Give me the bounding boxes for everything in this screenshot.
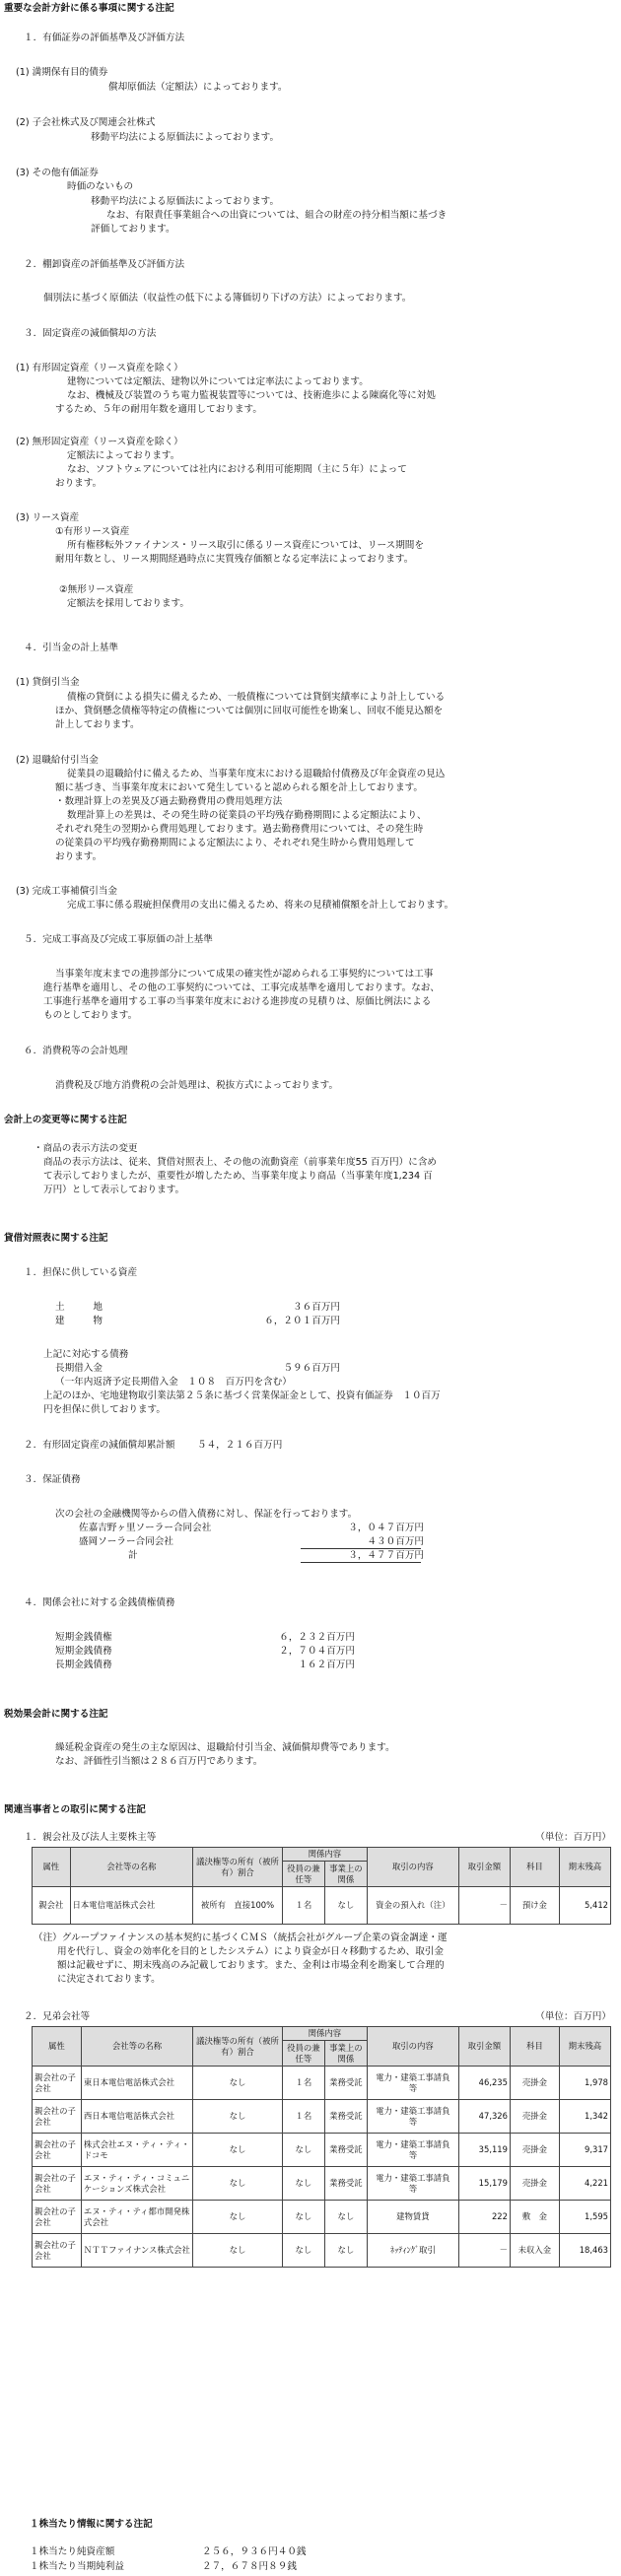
- s6-heading: ６．消費税等の会計処理: [24, 1046, 128, 1056]
- s1-i3-line3: 評価しております。: [91, 224, 175, 235]
- s4-i3-line1: 完成工事に係る瑕疵担保費用の支出に備えるため、将来の見積補償額を計上しております。: [67, 900, 454, 911]
- s4-i2-label: (2) 退職給付引当金: [16, 755, 99, 766]
- per-share-nav-value: ２５６，９３６円４０銭: [202, 2546, 307, 2557]
- s5-line3: 工事進行基準を適用する工事の当事業年度末における進捗度の見積りは、原価比例法による: [43, 996, 432, 1007]
- s3-i3-line2: 耐用年数とし、リース期間経過時点に実質残存価額となる定率法によっております。: [55, 554, 414, 565]
- cell-name: エヌ・ティ・ティ・コミュニケーションズ株式会社: [81, 2167, 192, 2201]
- s4-i2-line6: の従業員の平均残存勤務期間による定額法により、それぞれ発生時から費用処理して: [55, 838, 415, 848]
- bs-loan-label: 長期借入金: [55, 1363, 103, 1374]
- cell-balance: 9,317: [559, 2134, 610, 2167]
- cell-attr: 親会社の子会社: [33, 2167, 82, 2201]
- bs-h1: １．担保に供している資産: [24, 1267, 138, 1278]
- cell-amount: 15,179: [458, 2167, 510, 2201]
- bs-lt-payable-value: １６２百万円: [298, 1660, 355, 1670]
- s4-i2-line7: おります。: [55, 851, 103, 862]
- cell-name: エヌ・ティ・ティ都市開発株式会社: [81, 2201, 192, 2234]
- s5-line2: 進行基準を適用し、その他の工事契約については、工事完成基準を適用しております。なお、: [43, 983, 440, 993]
- s3-i1-line3: するため、５年の耐用年数を適用しております。: [55, 404, 262, 415]
- th-business: 事業上の関係: [324, 2041, 367, 2067]
- s4-i1-line1: 債権の貸倒による損失に備えるため、一般債権については貸倒実績率により計上している: [67, 692, 446, 703]
- cell-attr: 親会社の子会社: [33, 2134, 82, 2167]
- cell-subject: 売掛金: [510, 2134, 559, 2167]
- section-title-related-parties: 関連当事者との取引に関する注記: [4, 1804, 146, 1815]
- s2-line1: 個別法に基づく原価法（収益性の低下による簿価切り下げの方法）によっております。: [43, 293, 412, 304]
- change-line1: 商品の表示方法は、従来、貸借対照表上、その他の流動資産（前事業年度55 百万円）に含め: [43, 1157, 438, 1168]
- cell-officer: １名: [282, 1887, 324, 1925]
- s1-i3-sub: 時価のないもの: [67, 181, 134, 192]
- cell-ratio: なし: [193, 2067, 283, 2100]
- th-ratio: 議決権等の所有（被所有）割合: [193, 1848, 283, 1887]
- s3-i2-line2: なお、ソフトウェアについては社内における利用可能期間（主に５年）によって: [67, 464, 407, 475]
- th-balance: 期末残高: [559, 1848, 610, 1887]
- cell-ratio: なし: [193, 2167, 283, 2201]
- th-content: 取引の内容: [367, 2027, 458, 2067]
- th-attr: 属性: [33, 1848, 71, 1887]
- section-title-balance-sheet: 貸借対照表に関する注記: [4, 1233, 108, 1244]
- th-name: 会社等の名称: [81, 2027, 192, 2067]
- cell-subject: 売掛金: [510, 2167, 559, 2201]
- rp-sibling-table: [32, 2026, 611, 2268]
- cell-name: ＮＴＴファイナンス株式会社: [81, 2234, 192, 2268]
- th-attr: 属性: [33, 2027, 82, 2067]
- cell-content: ﾈｯﾃｨﾝｸﾞ取引: [367, 2234, 458, 2268]
- s4-i2-line5: それぞれ発生の翌期から費用処理しております。過去勤務費用については、その発生時: [55, 824, 424, 835]
- change-line3: 万円）として表示しております。: [43, 1185, 185, 1195]
- s4-i2-line3: ・数理計算上の差異及び過去勤務費用の費用処理方法: [55, 796, 283, 807]
- th-name: 会社等の名称: [70, 1848, 193, 1887]
- bs-depreciation-value: ５４，２１６百万円: [197, 1440, 283, 1451]
- bs-st-payable-value: ２，７０４百万円: [279, 1646, 355, 1657]
- rp-t2-title: ２．兄弟会社等: [24, 2011, 91, 2022]
- s4-i2-line4: 数理計算上の差異は、その発生時の従業員の平均残存勤務期間による定額法により、: [67, 810, 427, 821]
- s1-i3-line1: 移動平均法による原価法によっております。: [91, 196, 280, 207]
- cell-content: 建物賃貸: [367, 2201, 458, 2234]
- cell-content: 資金の預入れ（注）: [367, 1887, 458, 1925]
- cell-balance: 1,595: [559, 2201, 610, 2234]
- table-row: [33, 2167, 611, 2201]
- cell-ratio: なし: [193, 2100, 283, 2134]
- bs-st-payable-label: 短期金銭債務: [55, 1646, 112, 1657]
- bs-loan-value: ５９６百万円: [283, 1363, 340, 1374]
- cell-biz: 業務受託: [324, 2167, 367, 2201]
- th-content: 取引の内容: [367, 1848, 458, 1887]
- table-row: [33, 2067, 611, 2100]
- cell-balance: 4,221: [559, 2167, 610, 2201]
- cell-subject: 敷 金: [510, 2201, 559, 2234]
- change-line0: ・商品の表示方法の変更: [34, 1143, 138, 1154]
- cell-attr: 親会社の子会社: [33, 2201, 82, 2234]
- cell-amount: －: [458, 1887, 510, 1925]
- table-row: [33, 1887, 611, 1925]
- section-title-tax: 税効果会計に関する注記: [4, 1709, 108, 1720]
- s1-i2-label: (2) 子会社株式及び関連会社株式: [16, 117, 156, 128]
- s5-heading: ５．完成工事高及び完成工事原価の計上基準: [24, 934, 213, 945]
- cell-balance: 1,342: [559, 2100, 610, 2134]
- bs-debt-title: 上記に対応する債務: [43, 1349, 129, 1360]
- cell-officer: なし: [282, 2167, 324, 2201]
- s2-heading: ２．棚卸資産の評価基準及び評価方法: [24, 259, 185, 270]
- cell-attr: 親会社の子会社: [33, 2100, 82, 2134]
- bs-st-receivable-label: 短期金銭債権: [55, 1632, 112, 1643]
- section-title-per-share: １株当たり情報に関する注記: [30, 2519, 153, 2530]
- cell-amount: －: [458, 2234, 510, 2268]
- bs-building-value: ６，２０１百万円: [264, 1316, 340, 1326]
- per-share-ni-value: ２７，６７８円８９銭: [202, 2561, 297, 2572]
- cell-attr: 親会社の子会社: [33, 2067, 82, 2100]
- s3-heading: ３．固定資産の減価償却の方法: [24, 328, 157, 339]
- cell-ratio: なし: [193, 2234, 283, 2268]
- section-title-changes: 会計上の変更等に関する注記: [4, 1115, 127, 1125]
- cell-content: 電力・建築工事請負 等: [367, 2167, 458, 2201]
- bs-guarantee-total-value: ３，４７７百万円: [348, 1550, 424, 1561]
- s3-i3-sub2: ②無形リース資産: [59, 584, 134, 595]
- s3-i3-label: (3) リース資産: [16, 512, 80, 523]
- rp-note-line4: に決定されております。: [57, 1974, 161, 1985]
- s1-i3-line2: なお、有限責任事業組合への出資については、組合の財産の持分相当額に基づき: [106, 210, 448, 221]
- th-officer: 役員の兼任等: [282, 2041, 324, 2067]
- bs-guarantee-total-line: [301, 1562, 421, 1563]
- s3-i3-sub1: ①有形リース資産: [55, 526, 130, 537]
- cell-biz: なし: [324, 2234, 367, 2268]
- s3-i2-line3: おります。: [55, 478, 103, 489]
- cell-amount: 35,119: [458, 2134, 510, 2167]
- bs-lt-payable-label: 長期金銭債務: [55, 1660, 112, 1670]
- s3-i1-line1: 建物については定額法、建物以外については定率法によっております。: [67, 376, 369, 387]
- per-share-nav-label: １株当たり純資産額: [30, 2546, 115, 2557]
- rp-t1-unit: （単位：百万円）: [535, 1832, 611, 1843]
- cell-name: 日本電信電話株式会社: [70, 1887, 193, 1925]
- table-row: [33, 2234, 611, 2268]
- bs-building-label: 建 物: [55, 1316, 103, 1326]
- cell-attr: 親会社: [33, 1887, 71, 1925]
- bs-loan-note: （一年内返済予定長期借入金 １０８ 百万円を含む）: [55, 1377, 292, 1388]
- s3-i1-line2: なお、機械及び装置のうち電力監視装置等については、技術進歩による陳腐化等に対処: [67, 390, 436, 401]
- cell-officer: １名: [282, 2067, 324, 2100]
- s1-i2-line1: 移動平均法による原価法によっております。: [91, 132, 280, 143]
- cell-subject: 売掛金: [510, 2100, 559, 2134]
- th-relation: 関係内容: [282, 2027, 367, 2041]
- s6-line1: 消費税及び地方消費税の会計処理は、税抜方式によっております。: [55, 1080, 339, 1091]
- s1-i1-label: (1) 満期保有目的債券: [16, 67, 108, 78]
- cell-ratio: なし: [193, 2134, 283, 2167]
- s3-i2-label: (2) 無形固定資産（リース資産を除く）: [16, 437, 183, 447]
- th-relation: 関係内容: [282, 1848, 367, 1862]
- s4-i2-line2: 額に基づき、当事業年度末において発生していると認められる額を計上しております。: [55, 782, 424, 793]
- rp-t1-title: １．親会社及び法人主要株主等: [24, 1832, 157, 1843]
- bs-extra-line1: 上記のほか、宅地建物取引業法第２５条に基づく営業保証金として、投資有価証券 １０百万: [43, 1390, 441, 1401]
- cell-amount: 47,326: [458, 2100, 510, 2134]
- th-officer: 役員の兼任等: [282, 1862, 324, 1887]
- s3-i3-line1: 所有権移転外ファイナンス・リース取引に係るリース資産については、リース期間を: [67, 540, 424, 551]
- rp-t2-unit: （単位：百万円）: [535, 2011, 611, 2022]
- cell-content: 電力・建築工事請負 等: [367, 2100, 458, 2134]
- bs-guarantee1-label: 佐嘉吉野ヶ里ソーラー合同会社: [79, 1523, 212, 1533]
- cell-name: 東日本電信電話株式会社: [81, 2067, 192, 2100]
- per-share-ni-label: １株当たり当期純利益: [30, 2561, 124, 2572]
- cell-biz: 業務受託: [324, 2134, 367, 2167]
- s3-i2-line1: 定額法によっております。: [67, 450, 180, 461]
- bs-guarantee2-label: 盛岡ソーラー合同会社: [79, 1536, 173, 1547]
- s5-line4: ものとしております。: [43, 1010, 138, 1021]
- s1-i1-line1: 償却原価法（定額法）によっております。: [108, 82, 288, 93]
- rp-note-line2: 用を代行し、資金の効率化を目的としたシステム）により資金が日々移動するため、取引金: [57, 1946, 444, 1957]
- bs-h4: ４．関係会社に対する金銭債権債務: [24, 1597, 175, 1608]
- cell-officer: １名: [282, 2100, 324, 2134]
- bs-h2: ２．有形固定資産の減価償却累計額: [24, 1440, 175, 1451]
- cell-amount: 46,235: [458, 2067, 510, 2100]
- cell-biz: 業務受託: [324, 2100, 367, 2134]
- cell-balance: 18,463: [559, 2234, 610, 2268]
- s4-i3-label: (3) 完成工事補償引当金: [16, 886, 117, 897]
- th-subject: 科目: [510, 1848, 559, 1887]
- rp-note-line1: （注）グループファイナンスの基本契約に基づくＣＭＳ（統括会社がグループ企業の資金調達・運: [34, 1932, 448, 1943]
- cell-attr: 親会社の子会社: [33, 2234, 82, 2268]
- cell-name: 西日本電信電話株式会社: [81, 2100, 192, 2134]
- cell-balance: 5,412: [559, 1887, 610, 1925]
- cell-officer: なし: [282, 2234, 324, 2268]
- cell-name: 株式会社エヌ・ティ・ティ・ドコモ: [81, 2134, 192, 2167]
- s4-i1-line3: 計上しております。: [55, 719, 140, 730]
- cell-ratio: 被所有 直接100%: [193, 1887, 283, 1925]
- th-amount: 取引金額: [458, 1848, 510, 1887]
- bs-guarantee-total-label: 計: [128, 1550, 138, 1561]
- table-row: [33, 2134, 611, 2167]
- bs-extra-line2: 円を担保に供しております。: [43, 1404, 166, 1415]
- cell-content: 電力・建築工事請負 等: [367, 2134, 458, 2167]
- bs-h3: ３．保証債務: [24, 1474, 81, 1485]
- tax-line2: なお、評価性引当額は２８６百万円であります。: [55, 1756, 263, 1767]
- bs-land-value: ３６百万円: [293, 1302, 340, 1313]
- th-ratio: 議決権等の所有（被所有）割合: [193, 2027, 283, 2067]
- table-row: [33, 2100, 611, 2134]
- bs-guarantee-intro: 次の会社の金融機関等からの借入債務に対し、保証を行っております。: [55, 1509, 358, 1520]
- th-subject: 科目: [510, 2027, 559, 2067]
- cell-officer: なし: [282, 2134, 324, 2167]
- cell-biz: 業務受託: [324, 2067, 367, 2100]
- change-line2: て表示しておりましたが、重要性が増したため、当事業年度より商品（当事業年度1,234 百: [43, 1171, 433, 1182]
- s4-i1-line2: ほか、貸倒懸念債権等特定の債権については個別に回収可能性を勘案し、回収不能見込額を: [55, 706, 444, 716]
- cell-business: なし: [324, 1887, 367, 1925]
- rp-note-line3: 額は記載せずに、期末残高のみ記載しております。また、金利は市場金利を勘案して合理的: [57, 1960, 445, 1971]
- s3-i3-line3: 定額法を採用しております。: [67, 598, 189, 609]
- bs-guarantee2-value: ４３０百万円: [367, 1536, 424, 1547]
- s4-i2-line1: 従業員の退職給付に備えるため、当事業年度末における退職給付債務及び年金資産の見込: [67, 769, 446, 780]
- section-title-accounting-policies: 重要な会計方針に係る事項に関する注記: [4, 3, 174, 14]
- th-balance: 期末残高: [559, 2027, 610, 2067]
- tax-line1: 繰延税金資産の発生の主な原因は、退職給付引当金、減価償却費等であります。: [55, 1742, 395, 1753]
- bs-st-receivable-value: ６，２３２百万円: [279, 1632, 355, 1643]
- table-row: [33, 2201, 611, 2234]
- bs-land-label: 土 地: [55, 1302, 103, 1313]
- cell-biz: なし: [324, 2201, 367, 2234]
- s1-i3-label: (3) その他有価証券: [16, 168, 99, 178]
- th-business: 事業上の関係: [324, 1862, 367, 1887]
- th-amount: 取引金額: [458, 2027, 510, 2067]
- cell-amount: 222: [458, 2201, 510, 2234]
- cell-balance: 1,978: [559, 2067, 610, 2100]
- s5-line1: 当事業年度末までの進捗部分について成果の確実性が認められる工事契約については工事: [55, 969, 434, 980]
- s3-i1-label: (1) 有形固定資産（リース資産を除く）: [16, 363, 183, 373]
- rp-parent-table: [32, 1847, 611, 1925]
- s1-heading: １．有価証券の評価基準及び評価方法: [24, 33, 185, 43]
- cell-ratio: なし: [193, 2201, 283, 2234]
- cell-subject: 未収入金: [510, 2234, 559, 2268]
- cell-officer: なし: [282, 2201, 324, 2234]
- bs-guarantee1-value: ３，０４７百万円: [348, 1523, 424, 1533]
- cell-subject: 預け金: [510, 1887, 559, 1925]
- s4-heading: ４．引当金の計上基準: [24, 643, 118, 653]
- cell-content: 電力・建築工事請負 等: [367, 2067, 458, 2100]
- s4-i1-label: (1) 貸倒引当金: [16, 677, 80, 688]
- cell-subject: 売掛金: [510, 2067, 559, 2100]
